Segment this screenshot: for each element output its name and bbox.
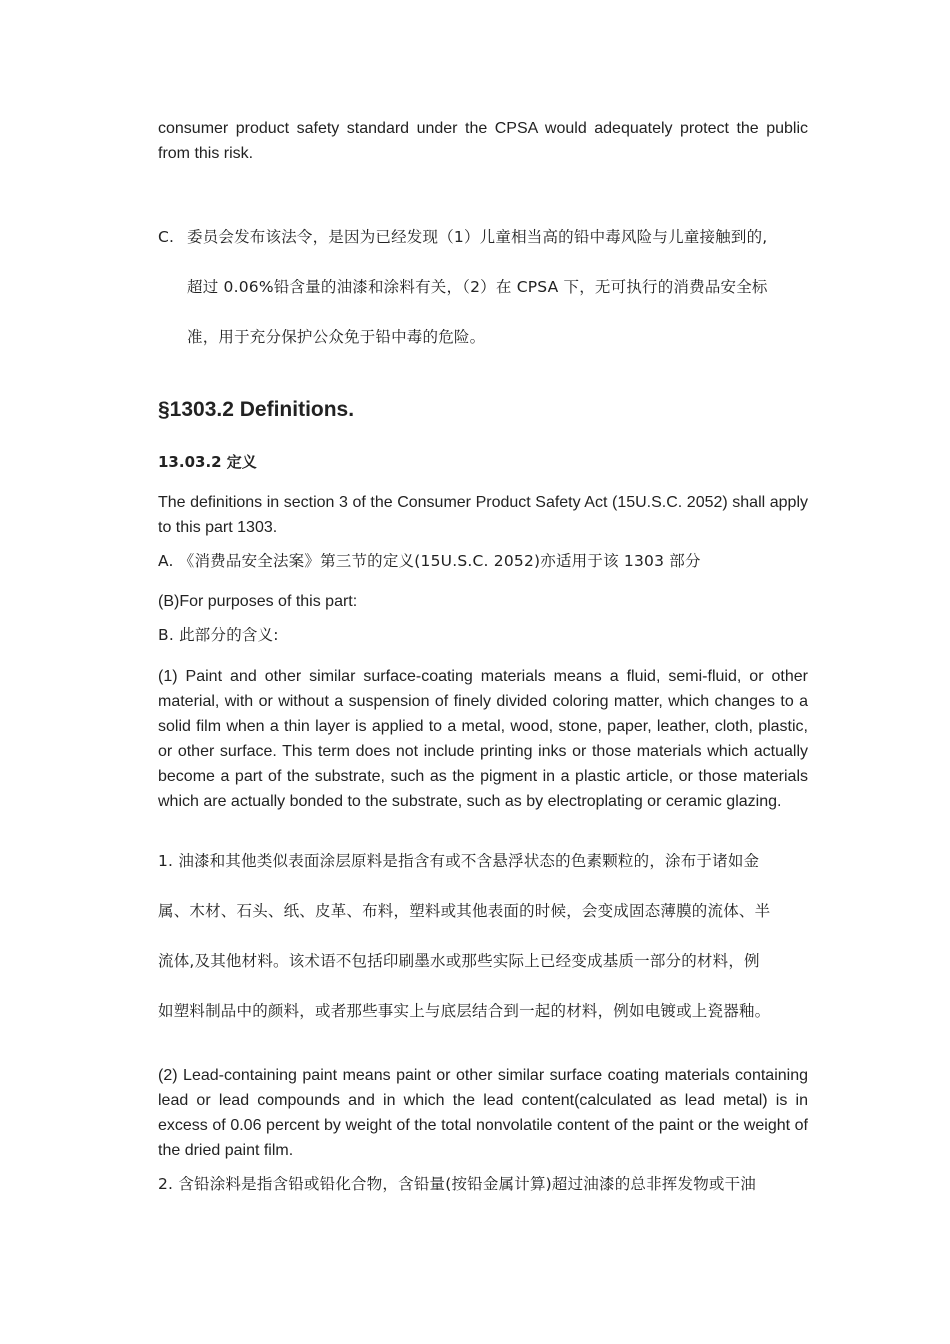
paint-zh-line: 如塑料制品中的颜料，或者那些事实上与底层结合到一起的材料，例如电镀或上瓷器釉。 — [158, 1002, 771, 1020]
paint-zh-line: 属、木材、石头、纸、皮革、布料，塑料或其他表面的时候，会变成固态薄膜的流体、半 — [158, 902, 771, 920]
paint-definition-zh — [158, 836, 808, 1036]
item-c-line: 委员会发布该法令，是因为已经发现（1）儿童相当高的铅中毒风险与儿童接触到的, — [187, 228, 768, 246]
lead-paint-paragraph: (2) Lead-containing paint means paint or other similar surface coating materials containing lead or lead compounds and in which the lead content(calculated as lead metal) is in excess of 0.06 percent by weight of the total nonvolatile content of the paint or the weight of the dried paint film. — [158, 1067, 808, 1159]
definitions-zh: A. 《消费品安全法案》第三节的定义(15U.S.C. 2052)亦适用于该 1303 部分 — [158, 552, 701, 570]
paint-definition-paragraph: (1) Paint and other similar surface-coating materials means a fluid, semi-fluid, or other material, with or without a suspension of finely divided coloring matter, which changes to a solid film when a thin layer is applied to a metal, wood, stone, paper, leather, cloth, plastic, or other surface. This term does not include printing inks or those materials which actually become a part of the substrate, such as the pigment in a plastic article, or those materials which are actually bonded to the substrate, such as by electroplating or ceramic glazing. — [158, 668, 808, 810]
purposes-zh: B. 此部分的含义: — [158, 626, 279, 644]
intro-paragraph: consumer product safety standard under the CPSA would adequately protect the public from this risk. — [158, 120, 808, 162]
item-c-body — [187, 212, 807, 362]
item-c-line: 超过 0.06%铅含量的油漆和涂料有关，（2）在 CPSA 下，无可执行的消费品安全标 — [187, 278, 768, 296]
paint-zh-line: 流体,及其他材料。该术语不包括印刷墨水或那些实际上已经变成基质一部分的材料，例 — [158, 952, 760, 970]
section-heading: §1303.2 Definitions. — [158, 398, 355, 421]
purposes-paragraph: (B)For purposes of this part: — [158, 593, 358, 610]
lead-paint-zh: 2. 含铅涂料是指含铅或铅化合物，含铅量(按铅金属计算)超过油漆的总非挥发物或干油 — [158, 1175, 757, 1193]
section-heading-zh: 13.03.2 定义 — [158, 453, 257, 471]
paint-zh-line: 1. 油漆和其他类似表面涂层原料是指含有或不含悬浮状态的色素颗粒的，涂布于诸如金 — [158, 852, 760, 870]
definitions-paragraph: The definitions in section 3 of the Consumer Product Safety Act (15U.S.C. 2052) shall apply to this part 1303. — [158, 494, 808, 536]
item-c-line: 准，用于充分保护公众免于铅中毒的危险。 — [187, 328, 486, 346]
item-c-marker: C. — [158, 228, 175, 246]
